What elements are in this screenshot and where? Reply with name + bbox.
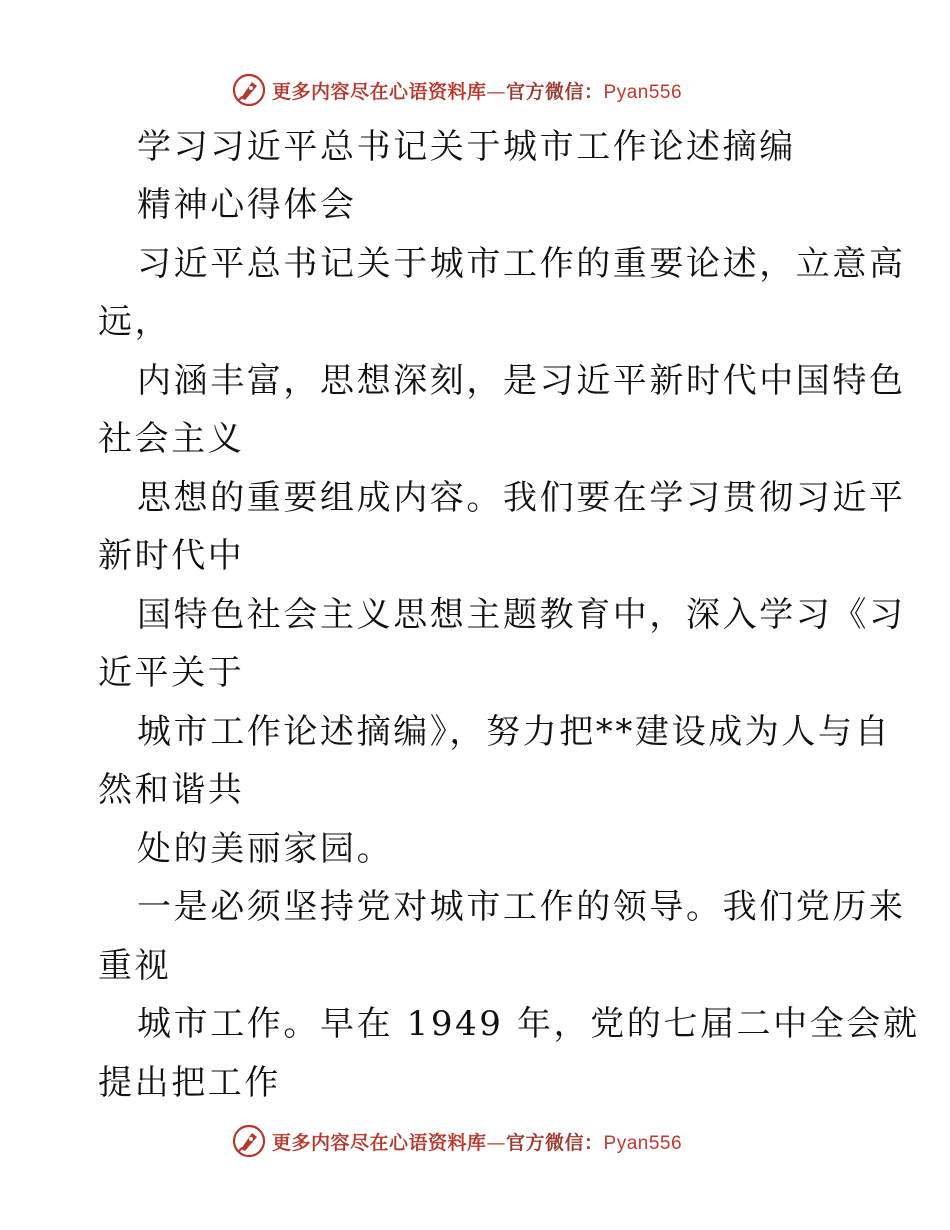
watermark-wechat-id: Pyan556 xyxy=(603,81,683,103)
paragraph-line: 提出把工作 xyxy=(98,1063,281,1103)
paragraph-line: 城市工作论述摘编》，努力把**建设成为人与自 xyxy=(137,712,892,752)
footer-watermark xyxy=(232,1121,682,1161)
paragraph-line: 国特色社会主义思想主题教育中，深入学习《习 xyxy=(137,595,906,635)
watermark-separator: — xyxy=(486,1131,507,1154)
document-title-line-2: 精神心得体会 xyxy=(137,185,357,225)
paragraph-line: 城市工作。早在 1949 年，党的七届二中全会就 xyxy=(137,1004,920,1044)
paragraph-line: 新时代中 xyxy=(98,536,245,576)
paragraph-line: 远， xyxy=(98,302,172,342)
paragraph-line: 重视 xyxy=(98,946,172,986)
paragraph-line: 思想的重要组成内容。我们要在学习贯彻习近平 xyxy=(137,478,906,518)
paragraph-line: 内涵丰富，思想深刻，是习近平新时代中国特色 xyxy=(137,361,906,401)
paragraph-line: 习近平总书记关于城市工作的重要论述，立意高 xyxy=(137,244,906,284)
paragraph-line: 然和谐共 xyxy=(98,770,245,810)
watermark-separator: — xyxy=(486,80,507,103)
paragraph-line: 一是必须坚持党对城市工作的领导。我们党历来 xyxy=(137,887,906,927)
watermark-label: 官方微信： xyxy=(506,80,604,103)
document-title-line-1: 学习习近平总书记关于城市工作论述摘编 xyxy=(137,127,796,167)
paragraph-line: 近平关于 xyxy=(98,653,245,693)
watermark-main-text: 更多内容尽在心语资料库 xyxy=(272,80,487,103)
watermark-wechat-id: Pyan556 xyxy=(603,1132,683,1154)
pen-nib-logo-icon xyxy=(232,1124,266,1158)
watermark-label: 官方微信： xyxy=(506,1131,604,1154)
paragraph-line: 社会主义 xyxy=(98,419,245,459)
pen-nib-logo-icon xyxy=(232,73,266,107)
header-watermark xyxy=(232,70,682,110)
watermark-main-text: 更多内容尽在心语资料库 xyxy=(272,1131,487,1154)
paragraph-line: 处的美丽家园。 xyxy=(137,829,394,869)
